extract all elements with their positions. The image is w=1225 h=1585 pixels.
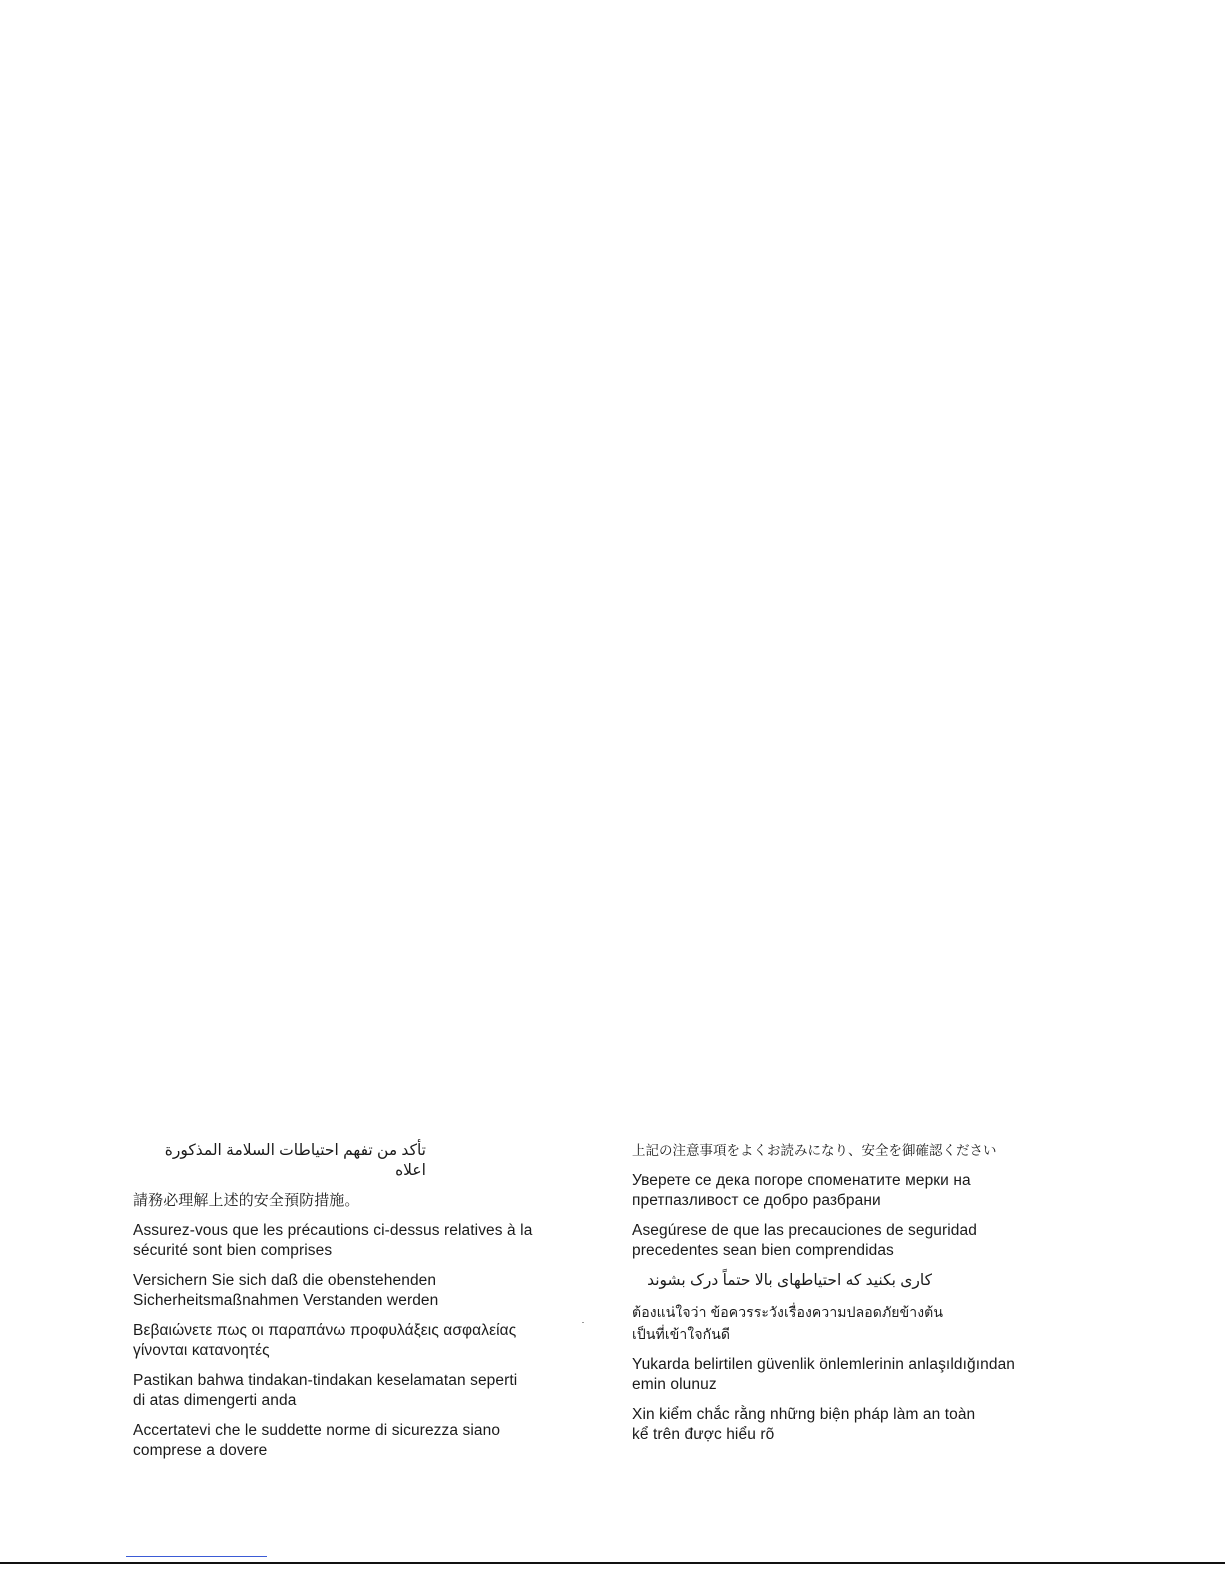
- safety-notice-persian: کاری بکنید که احتیاطهای بالا حتماً درک بشوند: [647, 1272, 932, 1289]
- safety-notice-chinese: 請務必理解上述的安全預防措施。: [133, 1192, 360, 1209]
- safety-notice-greek: Βεβαιώνετε πως οι παραπάνω προφυλάξεις ασφαλείας γίνονται κατανοητές: [133, 1322, 517, 1359]
- bottom-rule: [0, 1562, 1225, 1564]
- margin-dot: [582, 1322, 584, 1323]
- safety-notice-arabic: تأكد من تفهم احتياطات السلامة المذكورة اعلاه: [164, 1142, 426, 1179]
- safety-notice-german: Versichern Sie sich daß die obenstehenden Sicherheitsmaßnahmen Verstanden werden: [133, 1272, 439, 1309]
- safety-notice-macedonian: Уверете се дека погоре споменатите мерки на претпазливост се добро разбрани: [632, 1172, 971, 1209]
- safety-notice-indonesian: Pastikan bahwa tindakan-tindakan keselamatan seperti di atas dimengerti anda: [133, 1372, 518, 1409]
- safety-notice-thai: ต้องแน่ใจว่า ข้อควรระวังเรื่องความปลอดภัยข้างต้น เป็นที่เข้าใจกันดี: [632, 1304, 944, 1342]
- safety-notice-vietnamese: Xin kiểm chắc rằng những biện pháp làm an toàn kể trên được hiểu rõ: [632, 1406, 976, 1443]
- safety-notice-french: Assurez-vous que les précautions ci-dessus relatives à la sécurité sont bien comprises: [133, 1222, 533, 1259]
- safety-notice-japanese: 上記の注意事項をよくお読みになり、安全を御確認ください: [632, 1143, 997, 1158]
- safety-notice-turkish: Yukarda belirtilen güvenlik önlemlerinin anlaşıldığından emin olunuz: [632, 1356, 1016, 1393]
- link-underline: [126, 1556, 267, 1557]
- safety-notices-right-column: [632, 1141, 1072, 1455]
- safety-notice-italian: Accertatevi che le suddette norme di sicurezza siano comprese a dovere: [133, 1422, 501, 1459]
- safety-notices-left-column: [133, 1141, 573, 1471]
- safety-notice-spanish: Asegúrese de que las precauciones de seguridad precedentes sean bien comprendidas: [632, 1222, 977, 1259]
